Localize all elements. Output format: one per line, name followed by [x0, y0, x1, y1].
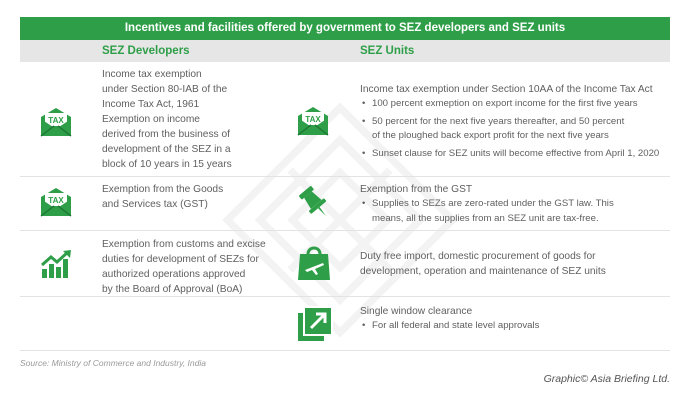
unit-gst-bullets: [362, 197, 614, 226]
column-header-units: SEZ Units: [278, 40, 670, 62]
growth-chart-icon: [40, 249, 74, 279]
unit-single-window-title: Single window clearance: [360, 306, 473, 317]
pushpin-icon: [298, 185, 332, 221]
list-item: • Supplies to SEZs are zero-rated under the GST law. This means, all the supplies from an SEZ unit are tax-free.: [362, 197, 614, 226]
graphic-credit: Graphic© Asia Briefing Ltd.: [543, 373, 670, 385]
unit-gst-title: Exemption from the GST: [360, 184, 473, 195]
row-divider: [20, 350, 670, 351]
list-item: • Sunset clause for SEZ units will become effective from April 1, 2020: [362, 147, 659, 162]
unit-income-tax-title: Income tax exemption under Section 10AA of the Income Tax Act: [360, 84, 653, 95]
single-window-icon: [297, 306, 333, 342]
tax-label: TAX: [48, 116, 64, 125]
row-divider: [20, 230, 670, 231]
table-title: Incentives and facilities offered by government to SEZ developers and SEZ units: [20, 17, 670, 40]
developer-gst-text: Exemption from the Goods and Services tax (GST): [102, 184, 224, 210]
row-divider: [20, 176, 670, 177]
source-note: Source: Ministry of Commerce and Industry, India: [20, 358, 206, 368]
duty-free-bag-icon: [297, 243, 331, 281]
tax-envelope-icon: [40, 107, 72, 137]
row-divider: [20, 296, 670, 297]
column-header-developers: SEZ Developers: [20, 40, 278, 62]
tax-label: TAX: [48, 196, 64, 205]
developer-income-tax-text: Income tax exemption under Section 80-IAB of the Income Tax Act, 1961 Exemption on income derived from the business of development of the SEZ in a block of 10 years in 15 years: [102, 69, 232, 170]
tax-envelope-icon: [297, 106, 329, 136]
tax-label: TAX: [305, 115, 321, 124]
list-item: • 100 percent exmeption on export income for the first five years: [362, 97, 659, 112]
unit-duty-free-text: Duty free import, domestic procurement of goods for development, operation and maintenance of SEZ units: [360, 251, 606, 277]
unit-income-tax-bullets: [362, 97, 659, 161]
developer-customs-text: Exemption from customs and excise duties for development of SEZs for authorized operations approved by the Board of Approval (BoA): [102, 239, 266, 295]
unit-single-window-bullets: [362, 319, 539, 334]
tax-envelope-icon: [40, 187, 72, 217]
list-item: • 50 percent for the next five years thereafter, and 50 percent of the ploughed back export profit for the next five years: [362, 115, 659, 144]
list-item: • For all federal and state level approvals: [362, 319, 539, 334]
